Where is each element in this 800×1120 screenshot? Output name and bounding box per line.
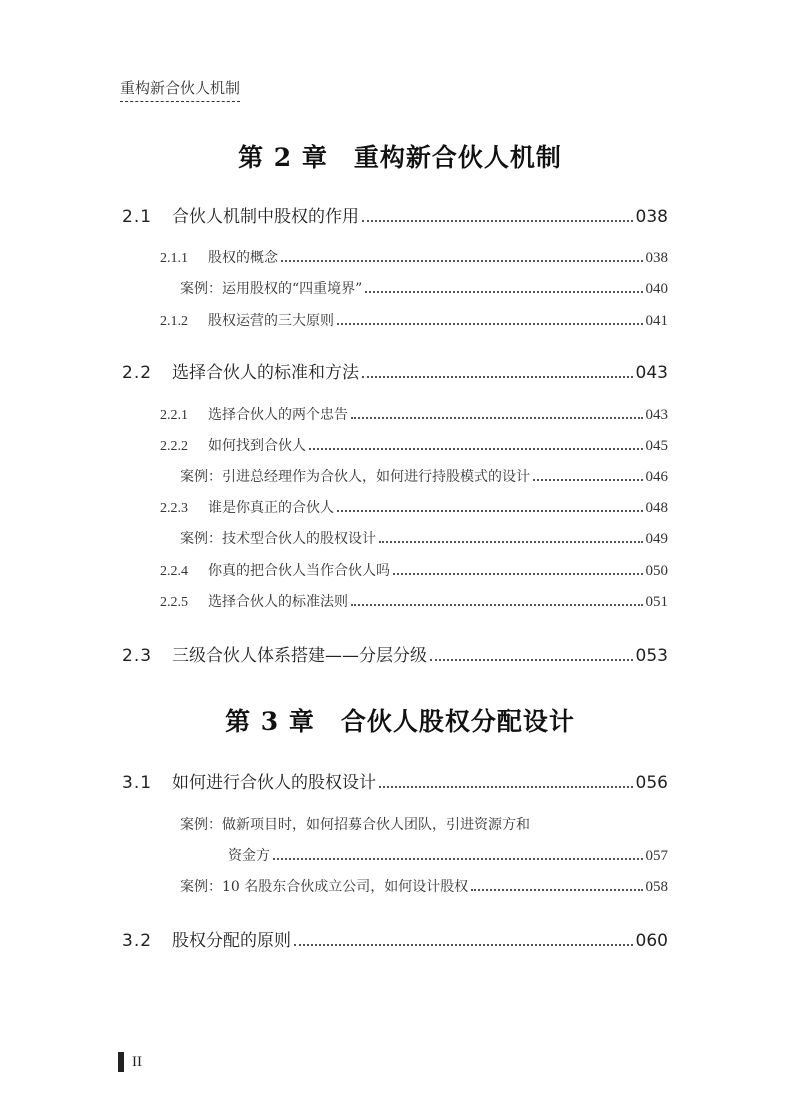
subsection-number: 2.2.2 — [160, 439, 188, 454]
case-label: 案例： — [180, 531, 222, 547]
toc-subsection-2-1-1[interactable] — [160, 247, 668, 267]
case-title: 引进总经理作为合伙人，如何进行持股模式的设计 — [222, 469, 530, 485]
subsection-title: 股权的概念 — [208, 250, 278, 266]
subsection-title: 选择合伙人的标准法则 — [208, 594, 348, 610]
toc-case-3-1-a-continued[interactable] — [228, 845, 668, 865]
subsection-title: 如何找到合伙人 — [208, 438, 306, 454]
page-number: 056 — [635, 773, 668, 793]
case-label: 案例： — [180, 817, 222, 833]
dot-leader — [337, 323, 643, 325]
subsection-number: 2.1.2 — [160, 314, 188, 329]
page-number: 053 — [635, 646, 668, 666]
case-title-line2: 资金方 — [228, 848, 270, 864]
subsection-number: 2.2.4 — [160, 564, 188, 579]
folio-page-number: II — [132, 1053, 142, 1070]
subsection-title: 谁是你真正的合伙人 — [208, 500, 334, 516]
page-number: 040 — [645, 281, 668, 297]
toc-section-2-1[interactable] — [122, 202, 668, 227]
page-number: 057 — [645, 848, 668, 864]
case-title: 技术型合伙人的股权设计 — [222, 531, 376, 547]
section-title: 三级合伙人体系搭建——分层分级 — [172, 646, 427, 666]
subsection-title: 股权运营的三大原则 — [208, 313, 334, 329]
toc-section-2-2[interactable] — [122, 358, 668, 383]
toc-subsection-2-2-1[interactable] — [160, 404, 668, 424]
section-title: 股权分配的原则 — [172, 931, 291, 951]
chapter-number: 第 2 章 — [238, 143, 328, 172]
dot-leader — [379, 541, 643, 543]
toc-subsection-2-2-5[interactable] — [160, 591, 668, 611]
toc-case-3-1-a[interactable] — [180, 814, 530, 834]
case-title: 10 名股东合伙成立公司，如何设计股权 — [222, 879, 469, 895]
section-title: 选择合伙人的标准和方法 — [172, 363, 359, 383]
page-number: 041 — [645, 313, 668, 329]
toc-case-2-2-2[interactable] — [180, 466, 668, 486]
subsection-number: 2.2.3 — [160, 501, 188, 516]
toc-subsection-2-2-4[interactable] — [160, 560, 668, 580]
toc-subsection-2-2-2[interactable] — [160, 435, 668, 455]
toc-subsection-2-1-2[interactable] — [160, 310, 668, 330]
page-number: 060 — [635, 931, 668, 951]
case-label: 案例： — [180, 469, 222, 485]
page-number: 046 — [645, 469, 668, 485]
page-number: 043 — [645, 407, 668, 423]
section-number: 3.1 — [122, 773, 153, 793]
subsection-number: 2.1.1 — [160, 251, 188, 266]
chapter-number: 第 3 章 — [225, 707, 315, 736]
toc-subsection-2-2-3[interactable] — [160, 497, 668, 517]
chapter-3-title — [0, 702, 800, 738]
subsection-title: 你真的把合伙人当作合伙人吗 — [208, 563, 390, 579]
subsection-number: 2.2.5 — [160, 595, 188, 610]
section-title: 如何进行合伙人的股权设计 — [172, 773, 376, 793]
dot-leader — [379, 786, 633, 788]
dot-leader — [430, 659, 633, 661]
dot-leader — [351, 417, 643, 419]
dot-leader — [533, 479, 643, 481]
page-number: 043 — [635, 363, 668, 383]
dot-leader — [351, 604, 643, 606]
dot-leader — [294, 944, 633, 946]
dot-leader — [362, 376, 633, 378]
page-number: 038 — [635, 207, 668, 227]
chapter-name: 合伙人股权分配设计 — [340, 707, 575, 736]
page-number: 048 — [645, 500, 668, 516]
chapter-2-title — [0, 138, 800, 174]
dot-leader — [365, 291, 642, 293]
page-number: 049 — [645, 531, 668, 547]
subsection-number: 2.2.1 — [160, 408, 188, 423]
page-number: 038 — [645, 250, 668, 266]
dot-leader — [362, 220, 633, 222]
toc-section-3-2[interactable] — [122, 926, 668, 951]
chapter-name: 重构新合伙人机制 — [353, 143, 562, 172]
case-label: 案例： — [180, 879, 222, 895]
case-label: 案例： — [180, 281, 222, 297]
running-header: 重构新合伙人机制 — [120, 77, 240, 102]
toc-case-3-1-b[interactable] — [180, 876, 668, 896]
section-number: 3.2 — [122, 931, 153, 951]
section-number: 2.2 — [122, 363, 153, 383]
case-title: 运用股权的“四重境界” — [222, 281, 363, 297]
dot-leader — [309, 448, 643, 450]
toc-case-2-2-3[interactable] — [180, 528, 668, 548]
subsection-title: 选择合伙人的两个忠告 — [208, 407, 348, 423]
section-number: 2.3 — [122, 646, 153, 666]
page-number: 050 — [645, 563, 668, 579]
page-number: 045 — [645, 438, 668, 454]
section-number: 2.1 — [122, 207, 153, 227]
dot-leader — [393, 573, 643, 575]
toc-section-3-1[interactable] — [122, 768, 668, 793]
dot-leader — [281, 260, 643, 262]
page-footer — [118, 1052, 142, 1072]
page-number: 058 — [645, 879, 668, 895]
dot-leader — [273, 858, 643, 860]
section-title: 合伙人机制中股权的作用 — [172, 207, 359, 227]
toc-section-2-3[interactable] — [122, 641, 668, 666]
page-number: 051 — [645, 594, 668, 610]
footer-bar — [118, 1052, 124, 1072]
case-title-line1: 做新项目时，如何招募合伙人团队，引进资源方和 — [222, 817, 530, 833]
dot-leader — [471, 889, 642, 891]
toc-case-2-1-1[interactable] — [180, 278, 668, 298]
dot-leader — [337, 510, 643, 512]
